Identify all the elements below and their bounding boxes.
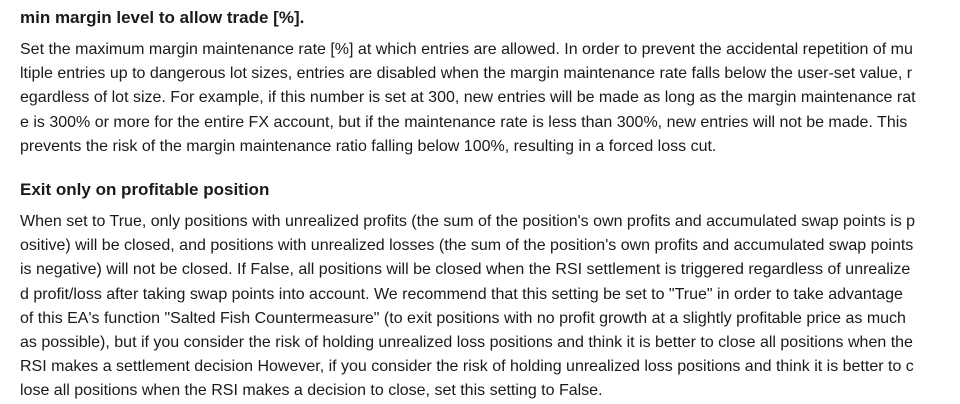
paragraph-line: ositive) will be closed, and positions with unrealized losses (the sum of the position's own profits and accumulated swap points (20, 237, 914, 255)
section-paragraph-min-margin-level (20, 38, 916, 159)
paragraph-line: as possible), but if you consider the risk of holding unrealized loss positions and think it is better to close all positions when the (20, 334, 913, 352)
paragraph-line: lose all positions when the RSI makes a decision to close, set this setting to False. (20, 382, 603, 400)
paragraph-line: d profit/loss after taking swap points into account. We recommend that this setting be set to "True" in order to take advantage (20, 285, 903, 303)
paragraph-line: is negative) will not be closed. If False, all positions will be closed when the RSI settlement is triggered regardless of unrealize (20, 261, 911, 279)
paragraph-line: When set to True, only positions with unrealized profits (the sum of the position's own profits and accumulated swap points is p (20, 213, 916, 230)
section-heading-min-margin-level: min margin level to allow trade [%]. (20, 8, 305, 27)
paragraph-line: e is 300% or more for the entire FX account, but if the maintenance rate is less than 300%, new entries will not be made. This (20, 113, 908, 131)
section-heading-exit-only-on-profitable: Exit only on profitable position (20, 180, 270, 199)
paragraph-line: egardless of lot size. For example, if this number is set at 300, new entries will be made as long as the margin maintenance rat (20, 89, 916, 107)
paragraph-line: RSI makes a settlement decision However, if you consider the risk of holding unrealized loss positions and think it is better to c (20, 358, 914, 376)
paragraph-line: ltiple entries up to dangerous lot sizes, entries are disabled when the margin maintenance rate falls below the user-set value, r (20, 65, 913, 83)
paragraph-line: prevents the risk of the margin maintenance ratio falling below 100%, resulting in a forced loss cut. (20, 137, 717, 155)
section-paragraph-exit-only-on-profitable (20, 210, 915, 404)
paragraph-line: of this EA's function "Salted Fish Countermeasure" (to exit positions with no profit growth at a slightly profitable price as much (20, 309, 906, 327)
paragraph-line: Set the maximum margin maintenance rate [%] at which entries are allowed. In order to prevent the accidental repetition of mu (20, 41, 913, 58)
